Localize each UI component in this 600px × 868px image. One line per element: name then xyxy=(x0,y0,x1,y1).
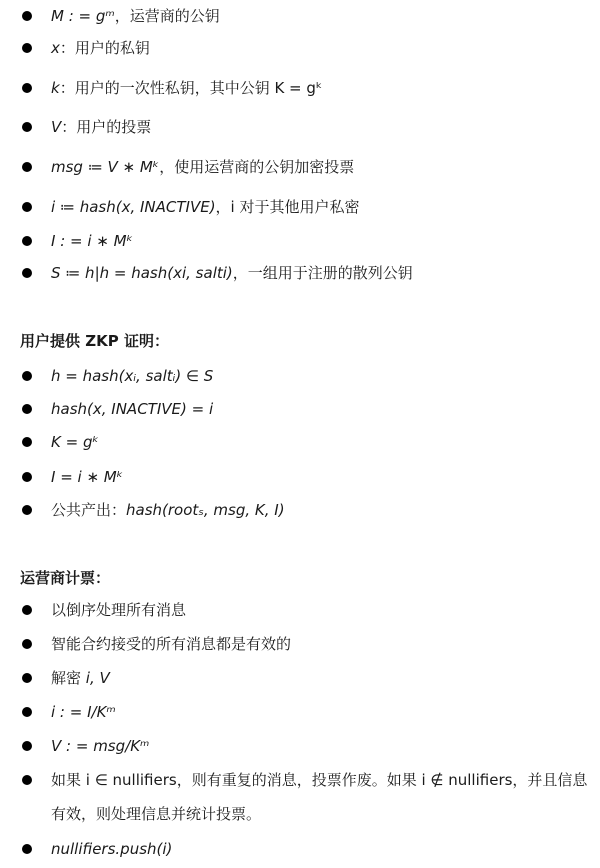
list-item xyxy=(0,261,600,285)
bullet-icon xyxy=(22,707,32,717)
math-expression: msg ≔ V ∗ Mᵏ xyxy=(51,158,160,176)
bullet-icon xyxy=(22,371,32,381)
math-expression: K = gᵏ xyxy=(51,433,99,451)
list-item xyxy=(0,115,600,139)
list-item-content xyxy=(51,734,149,758)
list-item-content: 解密 i, V xyxy=(51,669,110,687)
list-item-content: 以倒序处理所有消息 xyxy=(51,601,187,619)
bullet-icon xyxy=(22,404,32,414)
list-item xyxy=(0,700,600,724)
bullet-icon xyxy=(22,43,32,53)
list-item xyxy=(0,364,600,388)
math-expression: h = hash(xᵢ, saltᵢ) ∈ S xyxy=(51,367,214,385)
list-item-content xyxy=(51,837,172,861)
list-item xyxy=(0,76,600,100)
math-expression: i : = I/Kᵐ xyxy=(51,703,116,721)
list-item xyxy=(0,666,600,690)
list-item xyxy=(0,430,600,454)
list-item xyxy=(0,36,600,60)
bullet-icon xyxy=(22,268,32,278)
bullet-icon xyxy=(22,83,32,93)
bullet-icon xyxy=(22,122,32,132)
list-item-content xyxy=(51,364,213,388)
list-item-content: M : = gᵐ，运营商的公钥 xyxy=(51,7,220,25)
list-item xyxy=(0,4,600,28)
list-item-content: 公共产出：hash(rootₛ, msg, K, I) xyxy=(51,501,285,519)
bullet-icon xyxy=(22,844,32,854)
list-item xyxy=(0,498,600,522)
bullet-icon xyxy=(22,162,32,172)
math-expression: V xyxy=(51,118,62,136)
math-expression: i, V xyxy=(85,669,110,687)
math-expression: M : = gᵐ xyxy=(51,7,115,25)
math-expression: S ≔ h|h = hash(xi, salti) xyxy=(51,264,233,282)
bullet-icon xyxy=(22,11,32,21)
list-item xyxy=(0,734,600,758)
math-expression: V : = msg/Kᵐ xyxy=(51,737,150,755)
list-item-content: V：用户的投票 xyxy=(51,118,152,136)
list-item xyxy=(0,155,600,179)
math-expression: I : = i ∗ Mᵏ xyxy=(51,232,133,250)
math-expression: i ≔ hash(x, INACTIVE) xyxy=(51,198,216,216)
list-item-content xyxy=(51,229,133,253)
list-item xyxy=(0,598,600,622)
bullet-icon xyxy=(22,202,32,212)
list-item-content xyxy=(51,430,99,454)
bullet-icon xyxy=(22,639,32,649)
bullet-icon xyxy=(22,605,32,615)
list-item-content: msg ≔ V ∗ Mᵏ，使用运营商的公钥加密投票 xyxy=(51,158,355,176)
math-expression: nullifiers.push(i) xyxy=(51,840,173,858)
list-item-content xyxy=(51,465,123,489)
bullet-icon xyxy=(22,236,32,246)
list-item-content: x：用户的私钥 xyxy=(51,39,150,57)
bullet-icon xyxy=(22,775,32,785)
bullet-icon xyxy=(22,673,32,683)
section-heading: 用户提供 ZKP 证明： xyxy=(20,332,169,350)
math-expression: hash(rootₛ, msg, K, I) xyxy=(126,501,285,519)
list-item xyxy=(0,229,600,253)
list-item-content: k：用户的一次性私钥，其中公钥 K = gᵏ xyxy=(51,79,323,97)
list-item xyxy=(0,768,600,823)
bullet-icon xyxy=(22,437,32,447)
list-item-content: S ≔ h|h = hash(xi, salti)，一组用于注册的散列公钥 xyxy=(51,264,413,282)
section-heading: 运营商计票： xyxy=(20,569,111,587)
bullet-icon xyxy=(22,505,32,515)
list-item-content xyxy=(51,700,116,724)
bullet-icon xyxy=(22,741,32,751)
list-item xyxy=(0,837,600,861)
list-item-content xyxy=(51,397,213,421)
math-expression: I = i ∗ Mᵏ xyxy=(51,468,124,486)
list-item xyxy=(0,195,600,219)
list-item-content: 如果 i ∈ nullifiers，则有重复的消息，投票作废。如果 i ∉ nullifiers，并且信息有效，则处理信息并统计投票。 xyxy=(51,771,588,823)
bullet-icon xyxy=(22,472,32,482)
list-item xyxy=(0,397,600,421)
math-expression: k xyxy=(51,79,60,97)
list-item-content: 智能合约接受的所有消息都是有效的 xyxy=(51,635,292,653)
list-item xyxy=(0,632,600,656)
math-expression: hash(x, INACTIVE) = i xyxy=(51,400,214,418)
math-expression: x xyxy=(51,39,60,57)
list-item-content: i ≔ hash(x, INACTIVE)，i 对于其他用户私密 xyxy=(51,198,360,216)
list-item xyxy=(0,465,600,489)
